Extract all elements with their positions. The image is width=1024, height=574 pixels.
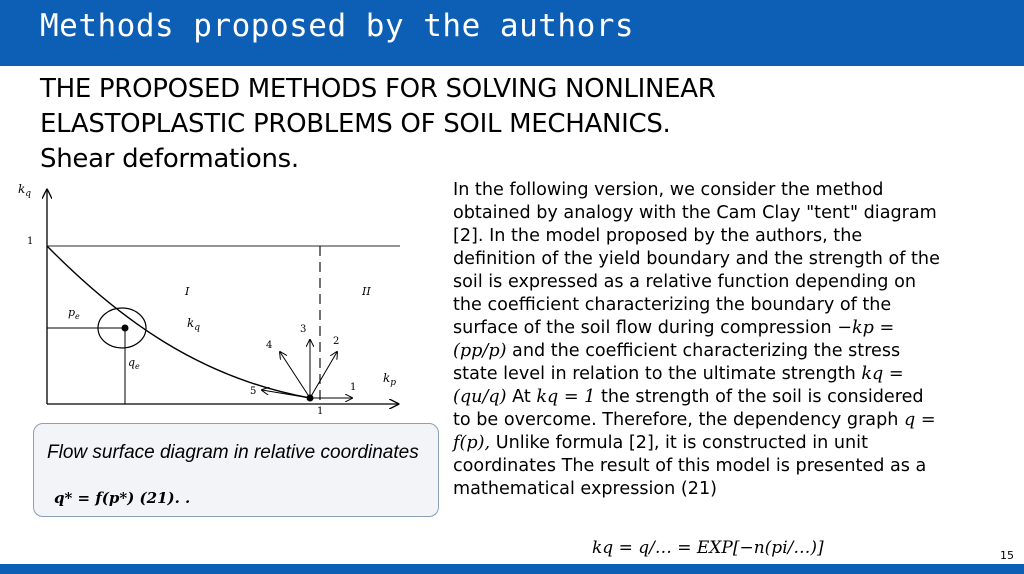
bottom-formula: kq = q/… = EXP[−n(pi/…)] <box>592 538 824 558</box>
body-p2-math: kq = (qu/q) <box>453 364 904 407</box>
flow-surface-diagram <box>0 172 440 422</box>
dir-3-label: 3 <box>300 324 307 335</box>
body-p1-math: −kp = (pp/p) <box>453 318 895 361</box>
slide-title: Methods proposed by the authors <box>40 8 635 44</box>
caption-formula: q* = f(p*) (21). . <box>54 489 191 507</box>
y-tick-1: 1 <box>27 236 34 247</box>
x-tick-1: 1 <box>317 406 324 417</box>
caption-text: Flow surface diagram in relative coordinates <box>47 442 419 463</box>
body-text <box>453 179 943 501</box>
y-axis-label: $k_q$ <box>18 182 32 199</box>
body-p3-math: kq = 1 <box>536 387 596 407</box>
body-p1-tail: and the coefficient characterizing the stress state level in relation to the ultimate strength <box>453 341 901 384</box>
body-p1: In the following version, we consider the method obtained by analogy with the Cam Clay "tent" diagram [2]. In the model proposed by the authors, the definition of the yield boundary and the strength of the soil is expressed as a relative function depending on the coefficient characterizing the boundary of the surface of the soil flow during compression <box>453 180 940 338</box>
heading-line-1: THE PROPOSED METHODS FOR SOLVING NONLINEAR <box>40 74 716 104</box>
arrow-5 <box>262 390 310 398</box>
page-number: 15 <box>1000 549 1014 562</box>
section-heading <box>40 72 940 177</box>
state-point <box>122 325 129 332</box>
body-p2-tail: At <box>512 387 531 407</box>
diagram-svg <box>0 172 440 422</box>
region-2-label: II <box>362 285 371 298</box>
heading-line-2: ELASTOPLASTIC PROBLEMS OF SOIL MECHANICS. <box>40 109 671 139</box>
body-p4-math: q = f(p), <box>453 410 936 453</box>
pe-label: $p_e$ <box>68 306 80 321</box>
dir-4-label: 4 <box>266 340 273 351</box>
body-p4-tail: Unlike formula [2], it is constructed in unit coordinates The result of this model is presented as a mathematical expression (21) <box>453 433 927 499</box>
arrow-4 <box>280 352 310 398</box>
body-p3-tail: the strength of the soil is considered to be overcome. Therefore, the dependency graph <box>453 387 924 430</box>
x-axis-label: $k_p$ <box>383 371 397 388</box>
arrow-2 <box>310 352 337 398</box>
region-1-label: I <box>185 285 190 298</box>
dir-1-label: 1 <box>350 382 357 393</box>
yield-curve <box>47 246 310 398</box>
dir-5-label: 5 <box>250 386 257 397</box>
footer-bar <box>0 564 1024 574</box>
curve-label: $k_q$ <box>187 316 201 333</box>
caption-box <box>33 423 439 517</box>
heading-line-3: Shear deformations. <box>40 144 299 174</box>
qe-label: $q_e$ <box>128 356 140 371</box>
dir-2-label: 2 <box>333 336 340 347</box>
header-bar <box>0 0 1024 66</box>
